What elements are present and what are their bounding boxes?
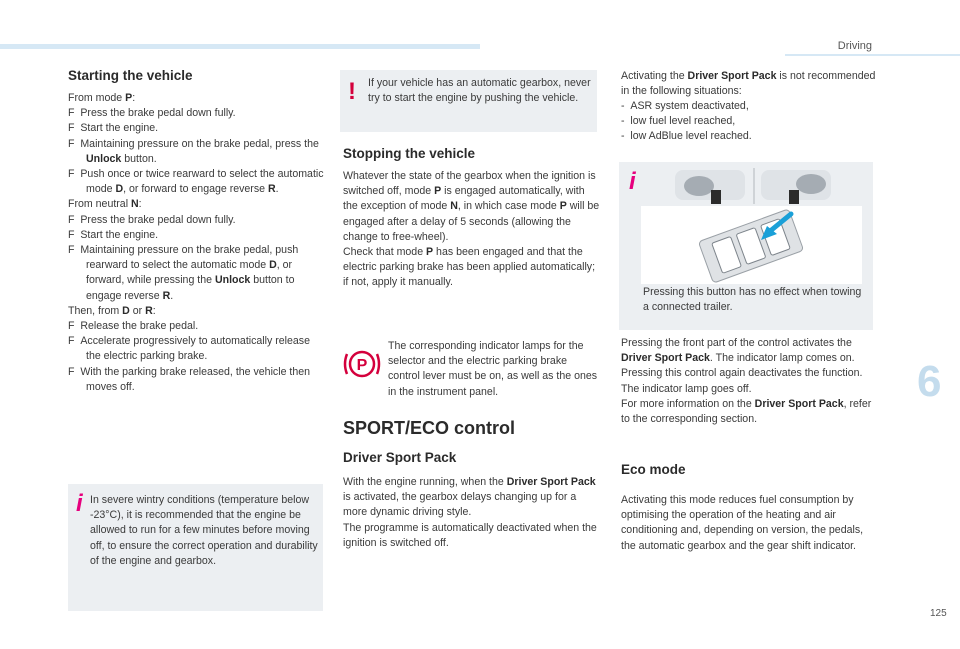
- section-accent-bar: [785, 54, 960, 56]
- steering-wheel-icons: [675, 168, 855, 208]
- chapter-number: 6: [917, 357, 942, 406]
- section-title: Driving: [837, 40, 872, 52]
- info-text-trailer: Pressing this button has no effect when towing a connected trailer.: [643, 286, 862, 314]
- eco-mode-title: Eco mode: [621, 462, 686, 477]
- stopping-text: Whatever the state of the gearbox when the ignition is switched off, mode P is engaged automatically, with the exception of mode N, in which case mode P will be engaged after a delay of 5 seconds (allowing the change to free-wheel). Check that mode P has been engaged and that the electric parking brake has been applied automatically; if not, apply it manually.: [343, 170, 600, 289]
- info-icon: i: [76, 490, 83, 517]
- eco-mode-text: Activating this mode reduces fuel consumption by optimising the operation of the heating and air conditioning and, depending on version, the pedals, the automatic gearbox and the gear shift indicator.: [621, 494, 864, 552]
- bullet-step: F Press the brake pedal down fully.: [68, 213, 236, 226]
- driver-sport-pack-title: Driver Sport Pack: [343, 450, 457, 465]
- page-number: 125: [930, 608, 947, 619]
- warning-box: [340, 70, 597, 132]
- dsp-activation-text: Pressing the front part of the control activates the Driver Sport Pack. The indicator lamp comes on. Pressing this control again deactivates the function. The indicator lamp goes off. For more information on the Driver Sport Pack, refer to the corresponding section.: [621, 337, 872, 426]
- bullet-step: F Maintaining pressure on the brake pedal, push rearward to select the automatic mode D, or forward, while pressing the Unlock button to engage reverse R.: [68, 244, 299, 302]
- starting-title: Starting the vehicle: [68, 68, 193, 83]
- sport-button-illustration: [641, 206, 862, 284]
- info-box-trailer: [619, 162, 873, 330]
- dsp-situation-item: - low fuel level reached,: [621, 115, 736, 128]
- bullet-step: F Release the brake pedal.: [68, 320, 199, 333]
- bullet-step: F Start the engine.: [68, 122, 159, 135]
- bullet-step: F Start the engine.: [68, 228, 159, 241]
- dsp-situation-item: - low AdBlue level reached.: [621, 130, 752, 143]
- dsp-not-recommended-intro: Activating the Driver Sport Pack is not recommended in the following situations:: [621, 70, 876, 98]
- indicator-text: The corresponding indicator lamps for the selector and the electric parking brake control lever must be on, as well as the ones in the instrument panel.: [388, 340, 598, 398]
- sport-eco-title: SPORT/ECO control: [343, 418, 516, 438]
- dsp-situation-item: - ASR system deactivated,: [621, 100, 749, 112]
- parking-brake-icon: [343, 345, 381, 383]
- driver-sport-pack-text: With the engine running, when the Driver Sport Pack is activated, the gearbox delays changing up for a more dynamic driving style. The programme is automatically deactivated when the ignition is switched off.: [343, 476, 597, 549]
- parking-brake-letter: P: [356, 357, 368, 374]
- step-group-label: From neutral N:: [68, 198, 142, 211]
- info-icon: i: [629, 168, 636, 195]
- warning-text: If your vehicle has an automatic gearbox, never try to start the engine by pushing the vehicle.: [368, 77, 591, 105]
- header-accent-bar: [0, 44, 480, 49]
- stopping-title: Stopping the vehicle: [343, 146, 476, 161]
- step-group-label: From mode P:: [68, 92, 136, 104]
- bullet-step: F Accelerate progressively to automatically release the electric parking brake.: [68, 335, 310, 363]
- bullet-step: F Maintaining pressure on the brake pedal, press the Unlock button.: [68, 137, 319, 165]
- bullet-step: F With the parking brake released, the vehicle then moves off.: [68, 365, 311, 393]
- warning-icon: !: [348, 78, 356, 105]
- info-box-winter: [68, 484, 323, 611]
- info-text-winter: In severe wintry conditions (temperature below -23°C), it is recommended that the engine be allowed to run for a few minutes before moving off, to ensure the correct operation and durability of the engine and gearbox.: [90, 494, 318, 567]
- dsp-situations-list: [621, 99, 876, 145]
- step-group-label: Then, from D or R:: [68, 304, 156, 317]
- bullet-step: F Press the brake pedal down fully.: [68, 107, 236, 120]
- starting-steps: [68, 91, 326, 395]
- bullet-step: F Push once or twice rearward to select the automatic mode D, or forward to engage reverse R.: [68, 168, 324, 196]
